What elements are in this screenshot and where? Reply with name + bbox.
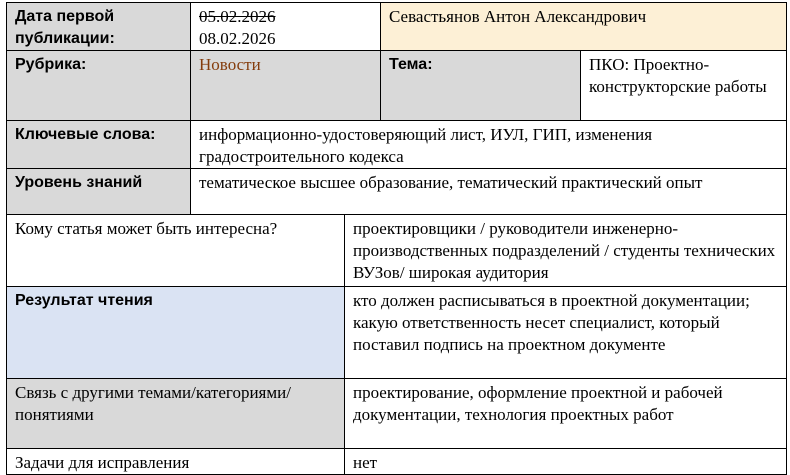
knowledge-value: тематическое высшее образование, тематический практический опыт bbox=[191, 169, 787, 215]
result-row bbox=[7, 287, 787, 379]
audience-row bbox=[7, 215, 787, 287]
tasks-label: Задачи для исправления bbox=[7, 449, 345, 475]
publication-date-label: Дата первой публикации: bbox=[7, 3, 191, 51]
tasks-row bbox=[7, 449, 787, 475]
audience-label: Кому статья может быть интересна? bbox=[7, 215, 345, 287]
publication-dates-cell bbox=[191, 3, 381, 51]
rubric-row bbox=[7, 51, 787, 121]
new-publication-date: 08.02.2026 bbox=[199, 29, 276, 48]
knowledge-label: Уровень знаний bbox=[7, 169, 191, 215]
keywords-row bbox=[7, 121, 787, 169]
result-label: Результат чтения bbox=[7, 287, 345, 379]
old-publication-date: 05.02.2026 bbox=[199, 7, 276, 26]
rubric-value: Новости bbox=[191, 51, 381, 121]
links-value: проектирование, оформление проектной и рабочей документации, технология проектных работ bbox=[345, 379, 787, 449]
result-value: кто должен расписываться в проектной документации; какую ответственность несет специалист, который поставил подпись на проектном документе bbox=[345, 287, 787, 379]
knowledge-row bbox=[7, 169, 787, 215]
links-label: Связь с другими темами/категориями/понятиями bbox=[7, 379, 345, 449]
links-row bbox=[7, 379, 787, 449]
audience-value: проектировщики / руководители инженерно-производственных подразделений / студенты технических ВУЗов/ широкая аудитория bbox=[345, 215, 787, 287]
topic-label: Тема: bbox=[381, 51, 581, 121]
tasks-value: нет bbox=[345, 449, 787, 475]
keywords-label: Ключевые слова: bbox=[7, 121, 191, 169]
publication-row bbox=[7, 3, 787, 51]
rubric-label: Рубрика: bbox=[7, 51, 191, 121]
topic-value: ПКО: Проектно-конструкторские работы bbox=[581, 51, 787, 121]
article-metadata-table bbox=[6, 2, 787, 475]
keywords-value: информационно-удостоверяющий лист, ИУЛ, ГИП, изменения градостроительного кодекса bbox=[191, 121, 787, 169]
author-name: Севастьянов Антон Александрович bbox=[381, 3, 787, 51]
